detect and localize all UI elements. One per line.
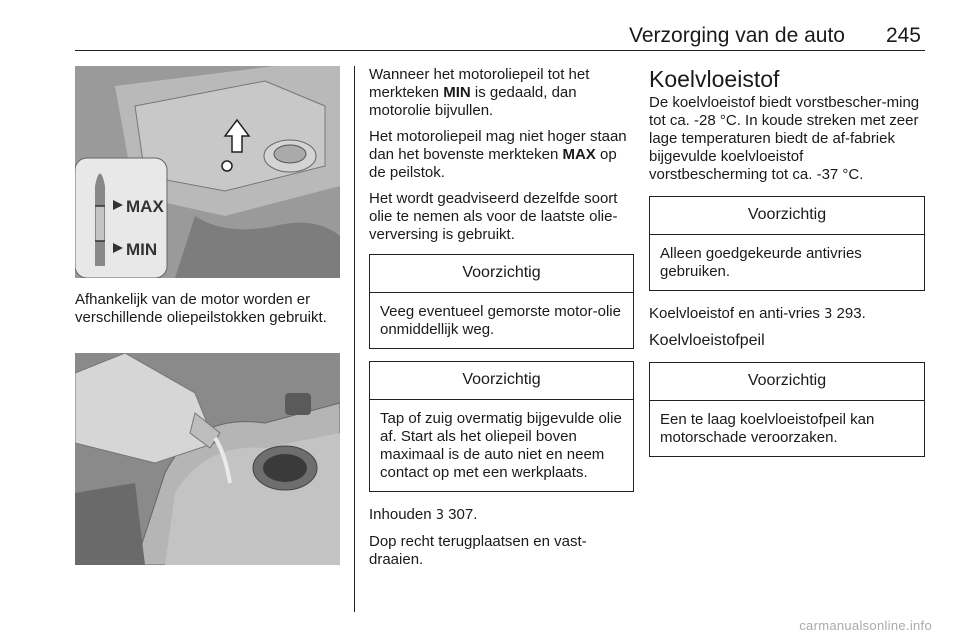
caution-text: Een te laag koelvloeistofpeil kan motorschade veroorzaken. (660, 411, 875, 446)
subsection-heading: Koelvloeistofpeil (649, 332, 765, 349)
oil-fill-figure (75, 353, 340, 565)
paragraph-min: Wanneer het motoroliepeil tot het merkteken MIN is gedaald, dan motorolie bijvullen. (369, 66, 590, 119)
paragraph-cap: Dop recht terugplaatsen en vast-draaien. (369, 533, 587, 568)
caution-text: Tap of zuig overmatig bijgevulde olie af. Start als het oliepeil boven maximaal is de auto niet en neem contact op met een werkplaats. (380, 410, 622, 481)
caution-heading: Voorzichtig (370, 362, 633, 400)
dipstick-figure (75, 66, 340, 278)
paragraph-max: Het motoroliepeil mag niet hoger staan dan het bovenste merkteken MAX op de peilstok. (369, 128, 627, 181)
reference-arrow-icon: 3 (824, 307, 833, 322)
caution-box-spill (369, 254, 634, 349)
antifreeze-reference: Koelvloeistof en anti-vries 3 293. (649, 305, 866, 322)
column-divider (354, 66, 355, 612)
caution-heading: Voorzichtig (650, 363, 924, 401)
max-mark: MAX (562, 146, 596, 163)
watermark: carmanualsonline.info (799, 618, 932, 633)
page-link[interactable]: 307. (444, 506, 478, 523)
reference-arrow-icon: 3 (435, 508, 445, 523)
caution-box-level (649, 362, 925, 457)
page-title: Verzorging van de auto (629, 24, 845, 47)
page-header (75, 24, 925, 52)
section-heading: Koelvloeistof (649, 66, 780, 92)
oil-fill-illustration (75, 353, 340, 565)
caution-box-overfill (369, 361, 634, 492)
figure-caption: Afhankelijk van de motor worden er verschillende oliepeilstokken gebruikt. (75, 291, 327, 326)
caution-box-antifreeze (649, 196, 925, 291)
caution-text: Veeg eventueel gemorste motor-olie onmiddellijk weg. (380, 303, 621, 338)
caution-heading: Voorzichtig (650, 197, 924, 235)
column-middle (369, 66, 634, 577)
page-number: 245 (885, 24, 921, 47)
min-mark: MIN (443, 84, 471, 101)
column-right (649, 66, 925, 469)
header-rule (75, 50, 925, 51)
dipstick-illustration (75, 66, 340, 278)
paragraph-coolant: De koelvloeistof biedt vorstbescher-ming tot ca. -28 °C. In koude streken met zeer lage temperaturen biedt de af-fabriek bijgevulde koelvloeistof vorstbescherming tot ca. -37 °C. (649, 94, 920, 183)
page-link[interactable]: 293. (832, 305, 866, 322)
min-label: MIN (126, 240, 158, 259)
paragraph-advice: Het wordt geadviseerd dezelfde soort olie te nemen als voor de laatste olie-verversing is gebruikt. (369, 190, 618, 243)
caution-text: Alleen goedgekeurde antivries gebruiken. (660, 245, 862, 280)
max-label: MAX (126, 197, 164, 216)
capacities-reference: Inhouden 3 307. (369, 506, 478, 523)
caution-heading: Voorzichtig (370, 255, 633, 293)
